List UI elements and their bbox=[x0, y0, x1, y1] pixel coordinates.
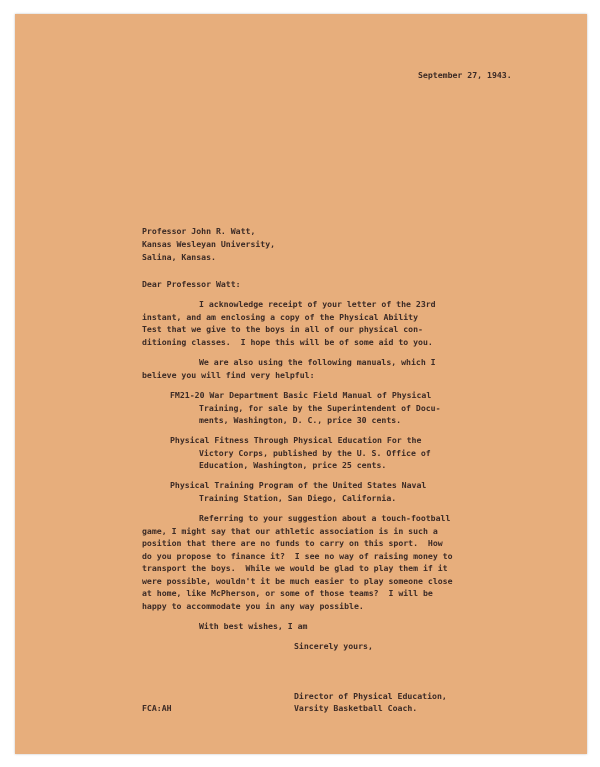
manual-line: ments, Washington, D. C., price 30 cents. bbox=[199, 415, 402, 425]
manual-line: Education, Washington, price 25 cents. bbox=[199, 460, 387, 470]
paragraph-line: instant, and am enclosing a copy of the Physical Ability bbox=[142, 312, 419, 322]
manual-line: Physical Fitness Through Physical Education For the bbox=[170, 435, 422, 445]
manual-line: Training Station, San Diego, California. bbox=[199, 493, 397, 503]
signature-title: Varsity Basketball Coach. bbox=[294, 703, 418, 713]
paragraph-line: happy to accommodate you in any way possible. bbox=[142, 601, 364, 611]
paragraph-line: transport the boys. While we would be glad to play them if it bbox=[142, 563, 448, 573]
signature-title: Director of Physical Education, bbox=[294, 691, 447, 701]
recipient-institution: Kansas Wesleyan University, bbox=[142, 239, 276, 249]
paragraph-line: Referring to your suggestion about a touch-football bbox=[199, 513, 451, 523]
recipient-name: Professor John R. Watt, bbox=[142, 226, 256, 236]
manual-line: FM21-20 War Department Basic Field Manual of Physical bbox=[170, 390, 432, 400]
reference-initials: FCA:AH bbox=[142, 703, 172, 713]
paragraph-line: I acknowledge receipt of your letter of the 23rd bbox=[199, 299, 436, 309]
paragraph-line: game, I might say that our athletic association is in such a bbox=[142, 526, 438, 536]
paragraph-line: position that there are no funds to carry on this sport. How bbox=[142, 538, 443, 548]
manual-line: Physical Training Program of the United States Naval bbox=[170, 480, 427, 490]
paragraph-line: ditioning classes. I hope this will be of some aid to you. bbox=[142, 337, 433, 347]
manual-line: Victory Corps, published by the U. S. Office of bbox=[199, 448, 431, 458]
paragraph-line: were possible, wouldn't it be much easier to play someone close bbox=[142, 576, 453, 586]
closing-wishes: With best wishes, I am bbox=[199, 621, 308, 631]
recipient-location: Salina, Kansas. bbox=[142, 252, 216, 262]
paragraph-line: do you propose to finance it? I see no way of raising money to bbox=[142, 551, 453, 561]
paragraph-line: We are also using the following manuals, which I bbox=[199, 357, 436, 367]
closing: Sincerely yours, bbox=[294, 641, 373, 651]
manual-line: Training, for sale by the Superintendent of Docu- bbox=[199, 403, 441, 413]
paragraph-line: at home, like McPherson, or some of those teams? I will be bbox=[142, 588, 433, 598]
salutation: Dear Professor Watt: bbox=[142, 279, 241, 289]
letter-date: September 27, 1943. bbox=[418, 70, 512, 80]
paragraph-line: Test that we give to the boys in all of our physical con- bbox=[142, 324, 423, 334]
paragraph-line: believe you will find very helpful: bbox=[142, 370, 315, 380]
